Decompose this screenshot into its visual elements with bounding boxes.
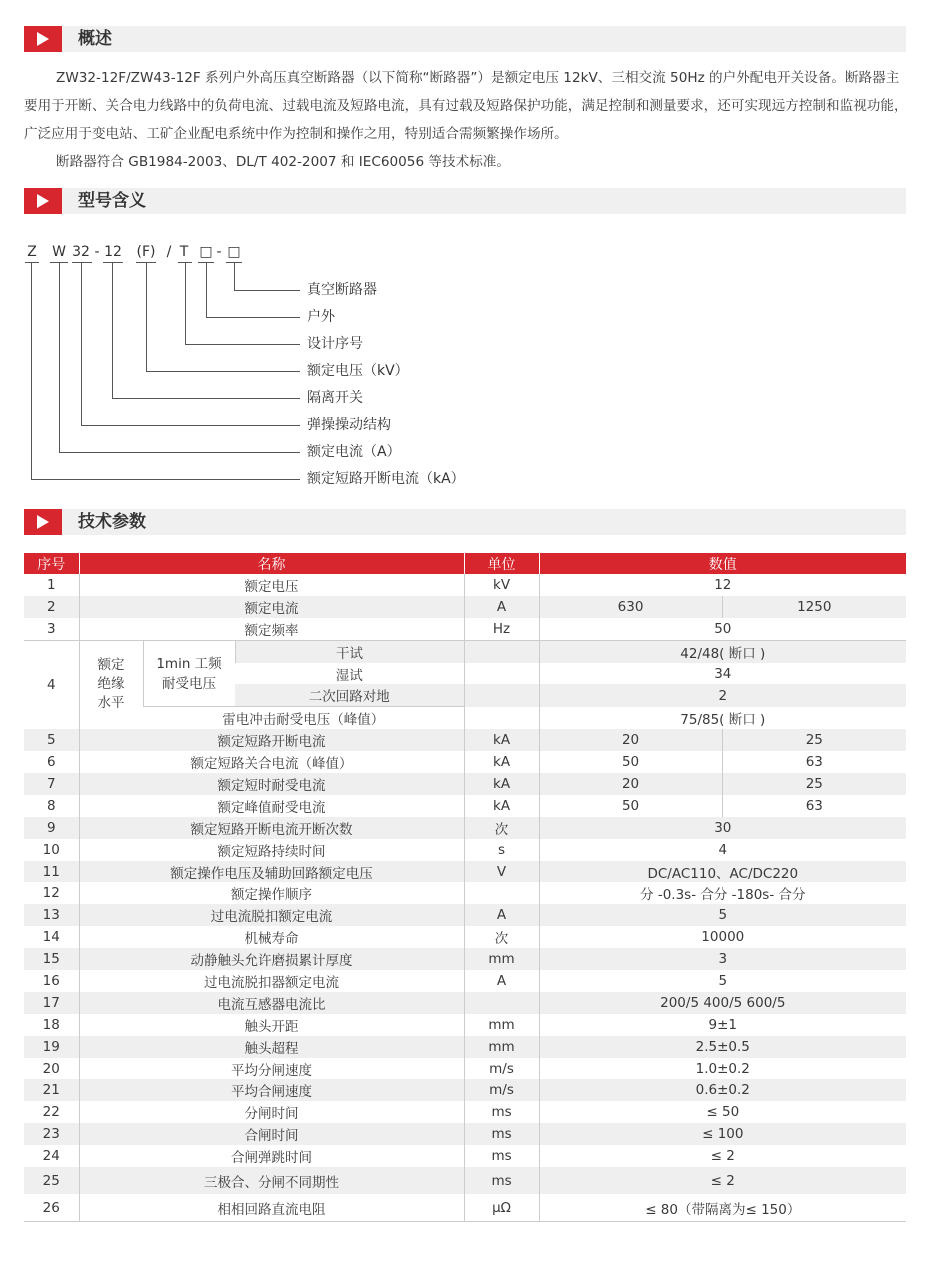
overview-paragraph-1: ZW32-12F/ZW43-12F 系列户外高压真空断路器（以下简称“断路器”）是额定电压 12kV、三相交流 50Hz 的户外配电开关设备。断路器主要用于开断、关合电力线路中的负荷电流、过载电流及短路电流，具有过载及短路保护功能，满足控制和测量要求，还可实现远方控制和监视功能，广泛应用于变电站、工矿企业配电系统中作为控制和操作之用，特别适合需频繁操作场所。 <box>24 70 908 142</box>
cell-no: 12 <box>42 885 60 902</box>
cell-value: 75/85( 断口 ) <box>539 707 906 729</box>
cell-value: 2.5±0.5 <box>539 1036 906 1058</box>
table-row <box>24 1167 906 1194</box>
cell-value: ≤ 80（带隔离为≤ 150） <box>539 1194 906 1222</box>
cell-unit: ms <box>464 1123 539 1145</box>
cell-name: 额定电压 <box>79 574 464 596</box>
table-row <box>24 773 906 795</box>
cell-unit: kA <box>464 729 539 751</box>
cell-value: ≤ 100 <box>539 1123 906 1145</box>
cell-name: 过电流脱扣器额定电流 <box>79 970 464 992</box>
code-char: 32 <box>72 244 90 260</box>
cell-value: 63 <box>722 795 906 817</box>
code-char: / <box>166 244 172 260</box>
cell-no: 1 <box>46 576 56 593</box>
table-row <box>24 992 906 1014</box>
cell-value: 分 -0.3s- 合分 -180s- 合分 <box>539 882 906 904</box>
code-meaning: 额定电流（A） <box>307 444 401 460</box>
cell-unit: ms <box>464 1167 539 1194</box>
cell-unit <box>464 992 539 1014</box>
cell-value: 42/48( 断口 ) <box>539 640 906 662</box>
table-row <box>24 640 906 662</box>
table-row <box>24 1123 906 1145</box>
code-char: □ <box>227 244 241 260</box>
cell-value: ≤ 2 <box>539 1167 906 1194</box>
cell-subgroup: 1min 工频耐受电压 <box>143 640 235 707</box>
cell-no: 14 <box>42 929 60 946</box>
play-arrow-icon <box>24 509 62 535</box>
cell-unit: A <box>464 904 539 926</box>
section-header-model <box>24 188 906 214</box>
cell-value: 200/5 400/5 600/5 <box>539 992 906 1014</box>
code-char: (F) <box>136 244 156 260</box>
cell-unit <box>464 684 539 706</box>
cell-unit: m/s <box>464 1058 539 1080</box>
cell-value: 30 <box>539 817 906 839</box>
cell-value: 12 <box>539 574 906 596</box>
cell-value: 1.0±0.2 <box>539 1058 906 1080</box>
table-row <box>24 1194 906 1222</box>
code-char: □ <box>199 244 213 260</box>
code-char: Z <box>27 244 37 260</box>
table-row <box>24 904 906 926</box>
code-meaning: 弹操操动结构 <box>307 417 391 433</box>
cell-unit: mm <box>464 1014 539 1036</box>
cell-no: 19 <box>24 1036 79 1058</box>
cell-name: 额定短时耐受电流 <box>79 773 464 795</box>
table-row <box>24 839 906 861</box>
code-char: W <box>52 244 66 260</box>
code-char: - <box>94 244 100 260</box>
cell-name: 平均分闸速度 <box>79 1058 464 1080</box>
cell-no: 23 <box>24 1123 79 1145</box>
table-row <box>24 618 906 640</box>
play-arrow-icon <box>24 26 62 52</box>
cell-value: 630 <box>539 596 722 618</box>
cell-name: 合闸时间 <box>79 1123 464 1145</box>
cell-value: ≤ 50 <box>539 1101 906 1123</box>
cell-name: 二次回路对地 <box>235 684 464 706</box>
cell-no: 3 <box>46 620 56 637</box>
cell-value: 9±1 <box>539 1014 906 1036</box>
cell-value: 25 <box>722 773 906 795</box>
overview-paragraph-2: 断路器符合 GB1984-2003、DL/T 402-2007 和 IEC60056 等技术标准。 <box>56 154 510 170</box>
cell-unit: mm <box>464 948 539 970</box>
cell-unit: ms <box>464 1145 539 1167</box>
table-header-row <box>24 553 906 574</box>
cell-value: 2 <box>539 684 906 706</box>
section-header-tech <box>24 509 906 535</box>
cell-value: 25 <box>722 729 906 751</box>
header-name: 名称 <box>79 553 464 574</box>
cell-unit: s <box>464 839 539 861</box>
table-row <box>24 1058 906 1080</box>
cell-name: 额定短路关合电流（峰值） <box>79 751 464 773</box>
cell-unit: 次 <box>464 926 539 948</box>
cell-unit: μΩ <box>464 1194 539 1222</box>
cell-group: 额定绝缘水平 <box>79 640 143 729</box>
cell-unit <box>464 707 539 729</box>
table-row <box>24 1036 906 1058</box>
cell-no: 25 <box>24 1167 79 1194</box>
cell-no: 17 <box>24 992 79 1014</box>
table-row <box>24 817 906 839</box>
cell-no: 16 <box>42 972 60 989</box>
cell-name: 额定操作顺序 <box>79 882 464 904</box>
table-row <box>24 882 906 904</box>
cell-unit: A <box>464 970 539 992</box>
cell-no: 26 <box>24 1194 79 1222</box>
cell-value: 20 <box>539 729 722 751</box>
table-row <box>24 751 906 773</box>
table-row <box>24 926 906 948</box>
cell-name: 分闸时间 <box>79 1101 464 1123</box>
cell-name: 干试 <box>235 640 464 662</box>
cell-name: 额定操作电压及辅助回路额定电压 <box>79 861 464 883</box>
cell-no: 13 <box>24 904 79 926</box>
section-header-overview <box>24 26 906 52</box>
cell-unit: A <box>464 596 539 618</box>
overview-text <box>24 64 908 176</box>
cell-no: 9 <box>24 817 79 839</box>
cell-no: 21 <box>24 1079 79 1101</box>
cell-name: 额定短路开断电流 <box>79 729 464 751</box>
cell-name: 电流互感器电流比 <box>79 992 464 1014</box>
header-no: 序号 <box>24 553 79 574</box>
cell-unit <box>464 663 539 685</box>
cell-no: 5 <box>24 729 79 751</box>
cell-name: 合闸弹跳时间 <box>79 1145 464 1167</box>
cell-name: 额定短路持续时间 <box>79 839 464 861</box>
cell-name: 额定频率 <box>79 618 464 640</box>
header-unit: 单位 <box>464 553 539 574</box>
code-meaning: 额定短路开断电流（kA） <box>307 471 465 487</box>
cell-value: 10000 <box>539 926 906 948</box>
table-row <box>24 795 906 817</box>
cell-value: 63 <box>722 751 906 773</box>
cell-no: 18 <box>42 1016 60 1033</box>
cell-unit: 次 <box>464 817 539 839</box>
cell-value: 1250 <box>722 596 906 618</box>
cell-name: 平均合闸速度 <box>79 1079 464 1101</box>
cell-no: 4 <box>24 640 79 729</box>
cell-name: 动静触头允许磨损累计厚度 <box>79 948 464 970</box>
cell-name: 触头超程 <box>79 1036 464 1058</box>
code-char: 12 <box>104 244 122 260</box>
table-row <box>24 1079 906 1101</box>
cell-value: 50 <box>539 795 722 817</box>
spec-table <box>24 553 906 1222</box>
cell-no: 2 <box>24 596 79 618</box>
table-row <box>24 729 906 751</box>
table-row <box>24 1145 906 1167</box>
header-value: 数值 <box>539 553 906 574</box>
table-row <box>24 948 906 970</box>
section-title: 概述 <box>78 29 112 49</box>
section-title: 型号含义 <box>78 191 146 211</box>
cell-value: 5 <box>539 970 906 992</box>
cell-no: 8 <box>46 797 56 814</box>
table-row <box>24 1101 906 1123</box>
cell-value: 4 <box>539 839 906 861</box>
cell-no: 7 <box>24 773 79 795</box>
code-meaning: 设计序号 <box>307 336 363 352</box>
cell-name: 三极合、分闸不同期性 <box>79 1167 464 1194</box>
cell-value: 50 <box>539 751 722 773</box>
code-meaning: 真空断路器 <box>307 282 377 298</box>
cell-name: 机械寿命 <box>79 926 464 948</box>
cell-name: 额定电流 <box>79 596 464 618</box>
cell-name: 雷电冲击耐受电压（峰值） <box>143 707 464 729</box>
cell-unit: V <box>464 861 539 883</box>
cell-no: 24 <box>42 1148 60 1165</box>
cell-no: 11 <box>24 861 79 883</box>
cell-value: 34 <box>539 663 906 685</box>
cell-value: ≤ 2 <box>539 1145 906 1167</box>
cell-value: 20 <box>539 773 722 795</box>
cell-no: 20 <box>42 1060 60 1077</box>
cell-unit <box>464 882 539 904</box>
cell-unit: Hz <box>464 618 539 640</box>
cell-unit <box>464 640 539 662</box>
code-char: - <box>216 244 222 260</box>
table-row <box>24 970 906 992</box>
cell-name: 过电流脱扣额定电流 <box>79 904 464 926</box>
code-meaning: 户外 <box>307 309 335 325</box>
section-title: 技术参数 <box>78 512 146 532</box>
cell-value: 5 <box>539 904 906 926</box>
cell-value: 0.6±0.2 <box>539 1079 906 1101</box>
cell-name: 相相回路直流电阻 <box>79 1194 464 1222</box>
cell-unit: mm <box>464 1036 539 1058</box>
table-row <box>24 1014 906 1036</box>
cell-value: 3 <box>539 948 906 970</box>
cell-value: 50 <box>539 618 906 640</box>
code-meaning: 隔离开关 <box>307 390 363 406</box>
cell-no: 10 <box>42 841 60 858</box>
cell-unit: m/s <box>464 1079 539 1101</box>
cell-name: 触头开距 <box>79 1014 464 1036</box>
cell-no: 6 <box>46 754 56 771</box>
code-meaning: 额定电压（kV） <box>307 363 409 379</box>
cell-no: 15 <box>24 948 79 970</box>
table-row <box>24 707 906 729</box>
cell-unit: ms <box>464 1101 539 1123</box>
cell-no: 22 <box>42 1104 60 1121</box>
play-arrow-icon <box>24 188 62 214</box>
cell-unit: kA <box>464 773 539 795</box>
cell-name: 湿试 <box>335 667 363 684</box>
code-char: T <box>179 244 189 260</box>
cell-unit: kA <box>464 795 539 817</box>
cell-name: 额定短路开断电流开断次数 <box>79 817 464 839</box>
cell-unit: kA <box>464 751 539 773</box>
table-row <box>24 861 906 883</box>
table-row <box>24 596 906 618</box>
table-row <box>24 574 906 596</box>
cell-value: DC/AC110、AC/DC220 <box>539 861 906 883</box>
cell-name: 额定峰值耐受电流 <box>79 795 464 817</box>
cell-unit: kV <box>464 574 539 596</box>
